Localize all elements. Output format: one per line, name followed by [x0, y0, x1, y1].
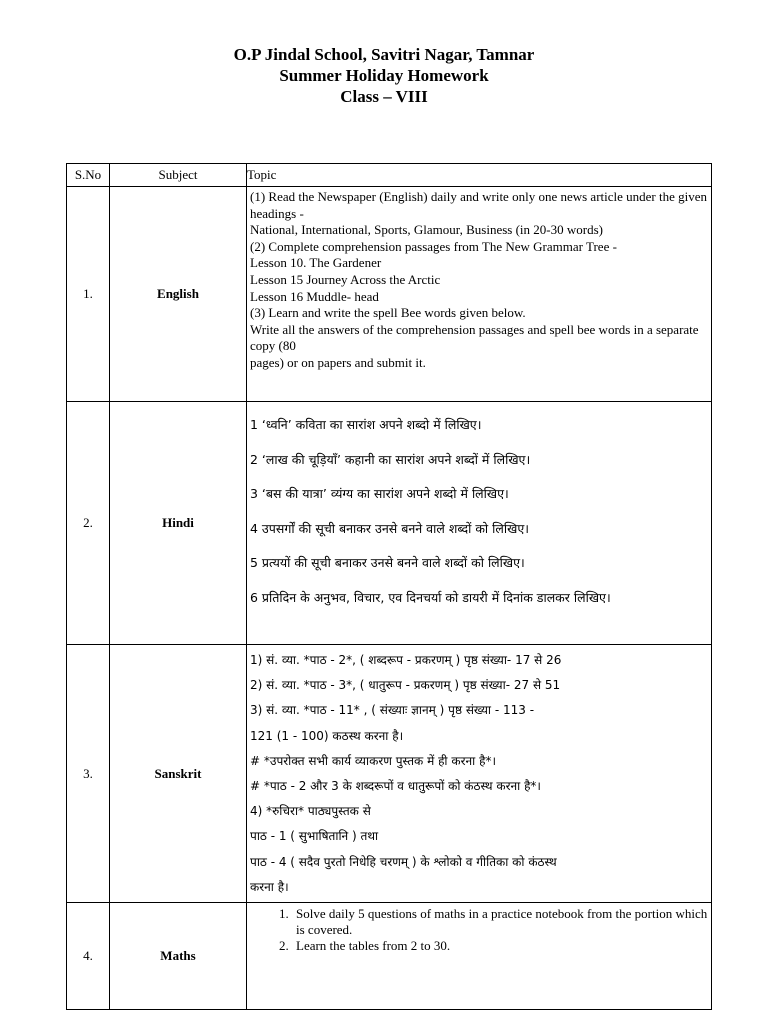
table-row-sanskrit [67, 645, 712, 903]
maths-task-list [250, 906, 708, 954]
topic-line: National, International, Sports, Glamour, Business (in 20-30 words) [250, 222, 603, 238]
row-number: 4. [67, 903, 110, 1010]
table-row-english [67, 187, 712, 402]
school-name: O.P Jindal School, Savitri Nagar, Tamnar [233, 45, 535, 64]
topic-line: 121 (1 - 100) कठस्थ करना है। [250, 728, 404, 743]
column-header-topic: Topic [247, 164, 712, 187]
table-header-row [67, 164, 712, 187]
topic-cell [247, 903, 712, 1010]
topic-line: 5 प्रत्ययों की सूची बनाकर उनसे बनने वाले शब्दों को लिखिए। [250, 555, 525, 570]
topic-line: 4 उपसर्गों की सूची बनाकर उनसे बनने वाले शब्दों को लिखिए। [250, 520, 529, 536]
topic-line: Lesson 16 Muddle- head [250, 288, 379, 304]
topic-line: 3 ‘बस की यात्रा’ व्यंग्य का सारांश अपने शब्दो में लिखिए। [250, 486, 509, 501]
document-header [0, 44, 768, 107]
subject-name: Hindi [110, 402, 247, 645]
homework-table [66, 163, 712, 1010]
column-header-subject: Subject [110, 164, 247, 187]
row-number: 3. [67, 645, 110, 903]
topic-line: (2) Complete comprehension passages from The New Grammar Tree - [250, 238, 617, 254]
topic-line: pages) or on papers and submit it. [250, 354, 426, 370]
topic-line: 1) सं. व्या. *पाठ - 2*, ( शब्दरूप - प्रकरणम् ) पृष्ठ संख्या- 17 से 26 [250, 653, 562, 667]
topic-line: (3) Learn and write the spell Bee words given below. [250, 305, 526, 321]
topic-line: पाठ - 4 ( सदैव पुरतो निधेहि चरणम् ) के श्लोको व गीतिका को कंठस्थ [250, 854, 557, 869]
topic-cell [247, 402, 712, 645]
topic-line: 2) सं. व्या. *पाठ - 3*, ( धातुरूप - प्रकरणम् ) पृष्ठ संख्या- 27 से 51 [250, 678, 561, 693]
topic-line: करना है। [250, 879, 289, 894]
topic-line: पाठ - 1 ( सुभाषितानि ) तथा [250, 829, 379, 844]
topic-line: 3) सं. व्या. *पाठ - 11* , ( संख्याः ज्ञानम् ) पृष्ठ संख्या - 113 - [250, 703, 535, 718]
list-item: 2. Learn the tables from 2 to 30. [292, 938, 708, 954]
table-row-hindi [67, 402, 712, 645]
topic-cell [247, 187, 712, 402]
topic-line: Lesson 10. The Gardener [250, 255, 382, 271]
topic-line: (1) Read the Newspaper (English) daily and write only one news article under the given headings - [250, 189, 708, 221]
topic-line: # *पाठ - 2 और 3 के शब्दरूपों व धातुरूपों को कंठस्थ करना है*। [250, 779, 541, 794]
topic-line: 6 प्रतिदिन के अनुभव, विचार, एव दिनचर्या को डायरी में दिनांक डालकर लिखिए। [250, 589, 611, 605]
topic-line: Lesson 15 Journey Across the Arctic [250, 271, 441, 287]
topic-line: # *उपरोक्त सभी कार्य व्याकरण पुस्तक में ही करना है*। [250, 753, 496, 768]
topic-line: Write all the answers of the comprehension passages and spell bee words in a separate copy (80 [250, 321, 699, 354]
column-header-sno: S.No [67, 164, 110, 187]
subject-name: Maths [110, 903, 247, 1010]
topic-line: 1 ‘ध्वनि’ कविता का सारांश अपने शब्दो में लिखिए। [250, 417, 482, 432]
class-label: Class – VIII [340, 87, 428, 106]
row-number: 1. [67, 187, 110, 402]
document-title: Summer Holiday Homework [279, 66, 489, 85]
table-row-maths [67, 903, 712, 1010]
row-number: 2. [67, 402, 110, 645]
subject-name: English [110, 187, 247, 402]
topic-cell [247, 645, 712, 903]
subject-name: Sanskrit [110, 645, 247, 903]
topic-line: 4) *रुचिरा* पाठ्यपुस्तक से [250, 804, 371, 819]
topic-line: 2 ‘लाख की चूड़ियाँ’ कहानी का सारांश अपने शब्दों में लिखिए। [250, 451, 531, 467]
list-item: 1. Solve daily 5 questions of maths in a practice notebook from the portion which is covered. [292, 906, 708, 938]
